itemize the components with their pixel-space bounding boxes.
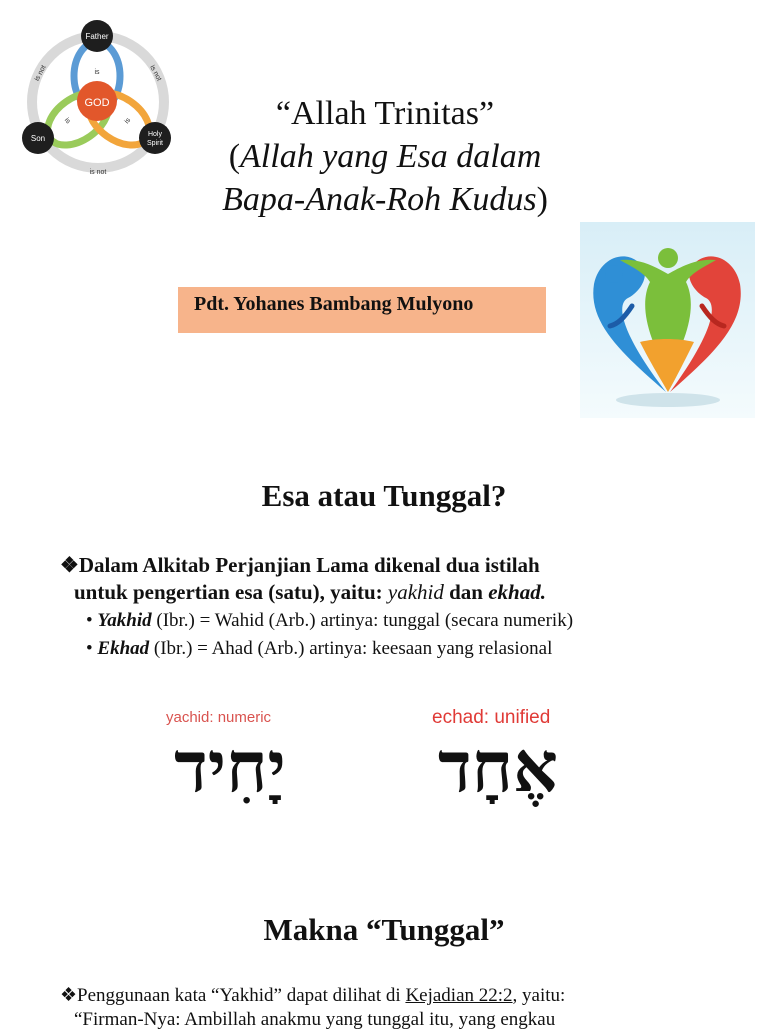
bullet-text-part1: Dalam Alkitab Perjanjian Lama dikenal dua istilah [78,553,540,577]
father-label: Father [85,32,109,41]
sub-bullet-dot: • [86,638,98,659]
bullet-yakhid-usage [60,984,760,1032]
diamond-bullet-icon: ❖ [60,553,79,577]
slide-title [160,92,610,221]
trinity-diagram [18,16,178,182]
usage-text-line2: “Firman-Nya: Ambillah anakmu yang tunggal itu, yang engkau [74,1009,556,1030]
is-not-label-bottom: is not [89,169,107,176]
usage-text-part2: , yaitu: [512,985,566,1006]
section-heading-makna: Makna “Tunggal” [263,912,505,947]
usage-text-part1: Penggunaan kata “Yakhid” dapat dilihat di [77,985,406,1006]
spirit-label-line2: Spirit [147,140,163,147]
scripture-reference-link[interactable]: Kejadian 22:2 [405,985,513,1006]
is-not-label-left: is not [33,64,48,83]
is-not-label-right: is not [148,64,163,83]
bullet-text-and: dan [443,580,489,604]
son-label: Son [30,134,46,143]
diamond-bullet-icon: ❖ [60,985,78,1006]
sub-term-ekhad: Ekhad [97,638,150,659]
term-yakhid: yakhid [387,580,444,604]
dancing-people-heart-image [580,222,755,418]
bullet-line-2 [60,579,730,606]
spirit-label-line1: Holy [147,131,163,138]
sub-bullet-dot: • [86,610,98,631]
sub-bullet-ekhad [86,636,746,662]
yachid-caption: yachid: numeric [166,709,272,726]
author-label: Pdt. Yohanes Bambang Mulyono [178,287,546,333]
bullet-istilah [60,552,730,606]
god-label: GOD [84,97,110,109]
is-label-left: is [62,116,72,126]
title-open-paren: ( [228,138,241,175]
yachid-hebrew-word: יָחִיד [174,725,286,808]
section-heading-esa: Esa atau Tunggal? [261,478,507,513]
sub-term-yakhid: Yakhid [97,610,152,631]
sub-bullet-yakhid [86,608,746,634]
is-label-right: is [123,116,133,126]
title-line-3 [160,178,610,221]
title-line-1: “Allah Trinitas” [275,95,495,132]
is-label-top: is [94,69,100,76]
title-line-2 [160,135,610,178]
sub-text-yakhid: (Ibr.) = Wahid (Arb.) artinya: tunggal (secara numerik) [151,610,574,631]
sub-text-ekhad: (Ibr.) = Ahad (Arb.) artinya: keesaan yang relasional [149,638,553,659]
title-line-3-italic: Bapa-Anak-Roh Kudus [222,181,537,218]
term-ekhad: ekhad. [488,580,546,604]
title-line-2-italic: Allah yang Esa dalam [240,138,542,175]
echad-caption: echad: unified [432,707,551,728]
bullet-text-part2: untuk pengertian esa (satu), yaitu: [74,580,388,604]
title-close-paren: ) [536,181,548,218]
echad-hebrew-word: אֶחָד [437,725,559,808]
